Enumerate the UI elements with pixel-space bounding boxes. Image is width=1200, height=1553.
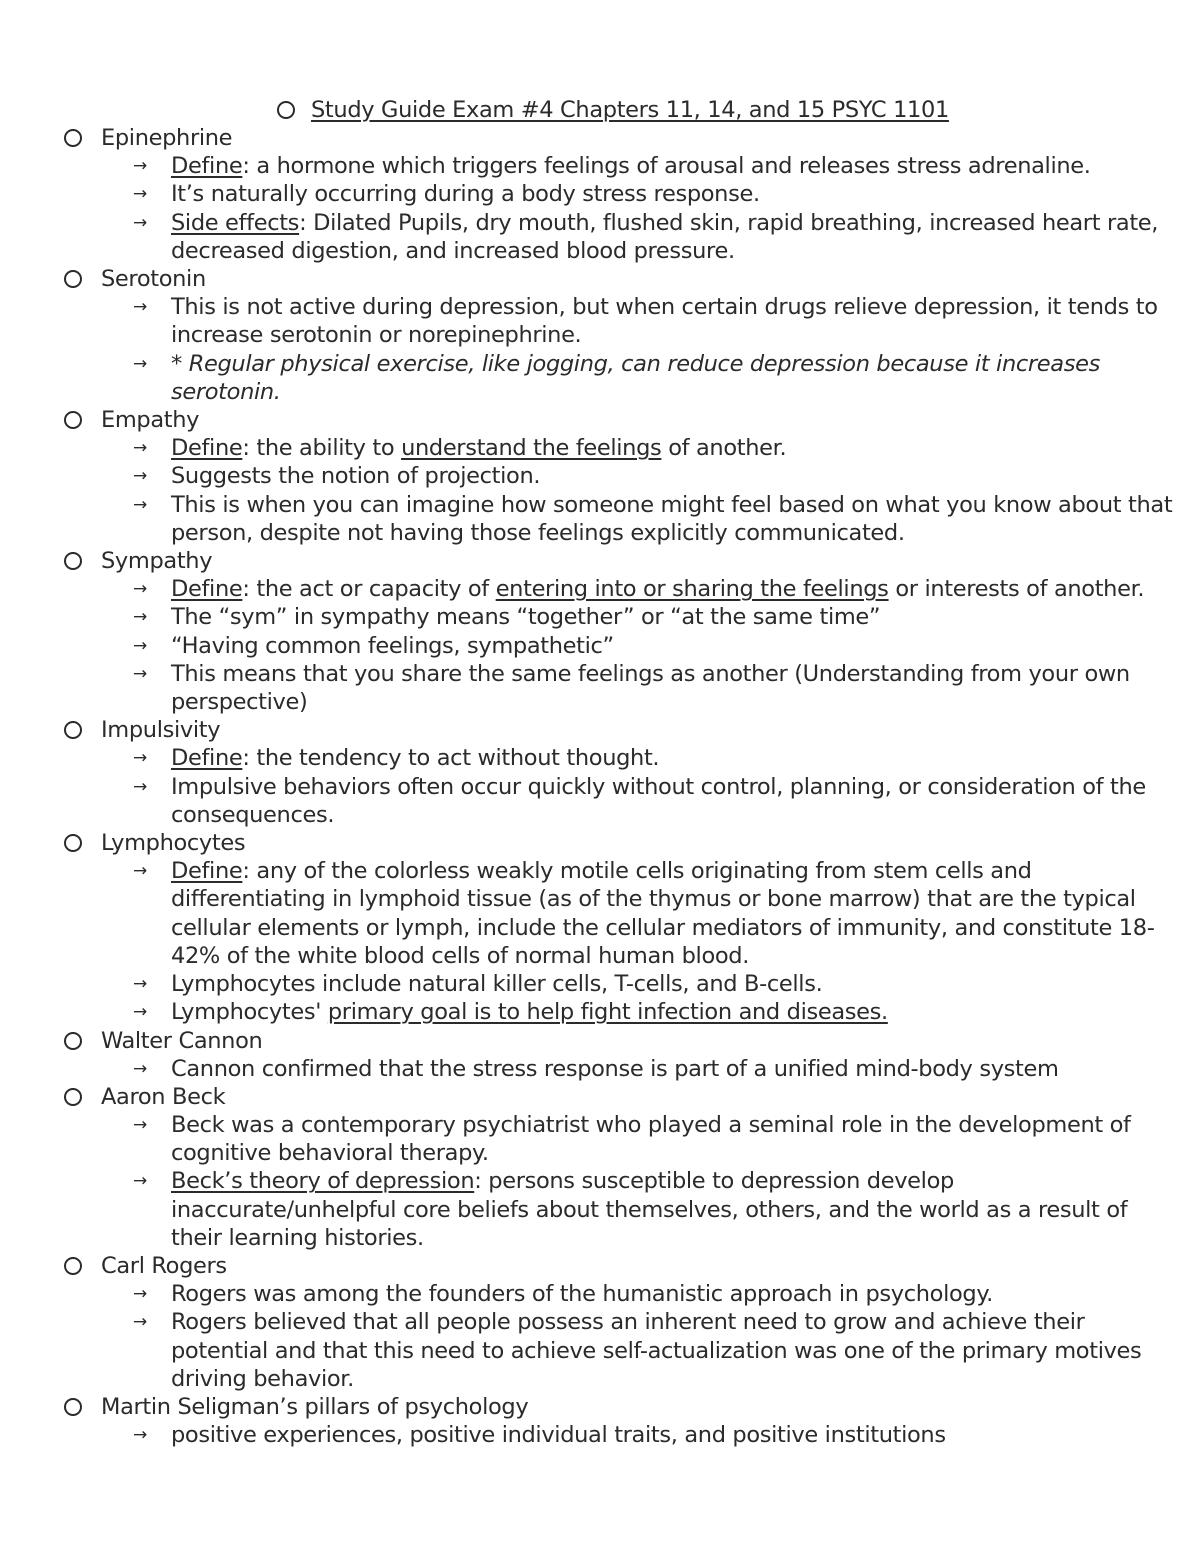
item-text: This is not active during depression, but when certain drugs relieve depression, it tends to increase serotonin or norepinephrine. bbox=[171, 294, 1158, 349]
sub-list-item bbox=[133, 491, 1184, 547]
sub-list-item bbox=[133, 1055, 1184, 1083]
right-arrow-icon: → bbox=[133, 1171, 147, 1192]
item-text: : a hormone which triggers feelings of arousal and releases stress adrenaline. bbox=[242, 153, 1091, 180]
outline-section bbox=[64, 829, 1184, 1026]
term-label: Define bbox=[171, 858, 243, 885]
circle-bullet-icon bbox=[64, 1088, 82, 1106]
item-text: : the tendency to act without thought. bbox=[242, 745, 660, 772]
item-text: The “sym” in sympathy means “together” or “at the same time” bbox=[171, 604, 881, 631]
section-heading-row bbox=[64, 1252, 1184, 1280]
sub-list bbox=[64, 1280, 1184, 1393]
right-arrow-icon: → bbox=[133, 184, 147, 205]
circle-bullet-icon bbox=[64, 1032, 82, 1050]
section-heading-row bbox=[64, 124, 1184, 152]
section-heading: Walter Cannon bbox=[101, 1027, 263, 1054]
sub-list-item bbox=[133, 1280, 1184, 1308]
term-label: Define bbox=[171, 576, 243, 603]
term-label: Side effects bbox=[171, 209, 300, 236]
sub-list-item bbox=[133, 857, 1184, 970]
item-text: positive experiences, positive individual traits, and positive institutions bbox=[171, 1422, 946, 1449]
sub-list-item bbox=[133, 1167, 1184, 1252]
right-arrow-icon: → bbox=[133, 494, 147, 515]
underlined-phrase: entering into or sharing the feelings bbox=[495, 576, 889, 603]
sub-list-item bbox=[133, 180, 1184, 208]
section-heading: Serotonin bbox=[101, 266, 206, 293]
sub-list-item bbox=[133, 660, 1184, 716]
sub-list-item bbox=[133, 773, 1184, 829]
item-text: Suggests the notion of projection. bbox=[171, 463, 541, 490]
document-title-row bbox=[277, 96, 949, 124]
circle-bullet-icon bbox=[277, 101, 295, 119]
sub-list-item bbox=[133, 434, 1184, 462]
right-arrow-icon: → bbox=[133, 1284, 147, 1305]
sub-list bbox=[64, 575, 1184, 716]
sub-list-item bbox=[133, 603, 1184, 631]
sub-list bbox=[64, 152, 1184, 265]
item-text: Impulsive behaviors often occur quickly without control, planning, or consideration of the consequences. bbox=[171, 773, 1146, 828]
section-heading: Impulsivity bbox=[101, 717, 221, 744]
item-text-tail: of another. bbox=[661, 435, 787, 462]
section-heading: Aaron Beck bbox=[101, 1083, 226, 1110]
outline-section bbox=[64, 1393, 1184, 1449]
section-heading-row bbox=[64, 829, 1184, 857]
section-heading-row bbox=[64, 406, 1184, 434]
underlined-phrase: understand the feelings bbox=[401, 435, 662, 462]
sub-list bbox=[64, 744, 1184, 829]
sub-list-item bbox=[133, 744, 1184, 772]
sub-list-item bbox=[133, 970, 1184, 998]
right-arrow-icon: → bbox=[133, 1002, 147, 1023]
right-arrow-icon: → bbox=[133, 353, 147, 374]
section-heading: Epinephrine bbox=[101, 125, 233, 152]
item-text: “Having common feelings, sympathetic” bbox=[171, 632, 614, 659]
sub-list-item bbox=[133, 209, 1184, 265]
term-label: Define bbox=[171, 153, 243, 180]
sub-list-item bbox=[133, 998, 1184, 1026]
right-arrow-icon: → bbox=[133, 861, 147, 882]
right-arrow-icon: → bbox=[133, 1058, 147, 1079]
item-text: This is when you can imagine how someone might feel based on what you know about that person, despite not having those feelings explicitly communicated. bbox=[171, 491, 1173, 546]
circle-bullet-icon bbox=[64, 270, 82, 288]
section-heading-row bbox=[64, 716, 1184, 744]
right-arrow-icon: → bbox=[133, 1425, 147, 1446]
outline-section bbox=[64, 124, 1184, 265]
item-text: This means that you share the same feelings as another (Understanding from your own perspective) bbox=[171, 660, 1130, 715]
sub-list-item bbox=[133, 1308, 1184, 1393]
circle-bullet-icon bbox=[64, 411, 82, 429]
right-arrow-icon: → bbox=[133, 438, 147, 459]
sub-list-item bbox=[133, 350, 1184, 406]
right-arrow-icon: → bbox=[133, 635, 147, 656]
italic-note: * Regular physical exercise, like jogging, can reduce depression because it increases serotonin. bbox=[171, 350, 1100, 405]
section-heading: Carl Rogers bbox=[101, 1253, 227, 1280]
term-label: Define bbox=[171, 435, 243, 462]
outline-section bbox=[64, 1252, 1184, 1393]
outline-section bbox=[64, 716, 1184, 829]
section-heading: Lymphocytes bbox=[101, 830, 246, 857]
sub-list-item bbox=[133, 462, 1184, 490]
outline-section bbox=[64, 547, 1184, 716]
item-text: : Dilated Pupils, dry mouth, flushed skin, rapid breathing, increased heart rate, decreased digestion, and increased blood pressure. bbox=[171, 209, 1159, 264]
circle-bullet-icon bbox=[64, 721, 82, 739]
sub-list-item bbox=[133, 293, 1184, 349]
outline-section bbox=[64, 1083, 1184, 1252]
circle-bullet-icon bbox=[64, 1398, 82, 1416]
right-arrow-icon: → bbox=[133, 776, 147, 797]
outline-section bbox=[64, 1026, 1184, 1082]
section-heading-row bbox=[64, 1393, 1184, 1421]
outline-section bbox=[64, 265, 1184, 406]
circle-bullet-icon bbox=[64, 834, 82, 852]
sub-list bbox=[64, 857, 1184, 1026]
right-arrow-icon: → bbox=[133, 1114, 147, 1135]
item-text: Lymphocytes' bbox=[171, 999, 328, 1026]
item-text: It’s naturally occurring during a body stress response. bbox=[171, 181, 760, 208]
item-text: : any of the colorless weakly motile cells originating from stem cells and differentiating in lymphoid tissue (as of the thymus or bone marrow) that are the typical cellular elements or lymph, include the cellular mediators of immunity, and constitute 18-42% of the white blood cells of normal human blood. bbox=[171, 858, 1155, 969]
right-arrow-icon: → bbox=[133, 156, 147, 177]
right-arrow-icon: → bbox=[133, 579, 147, 600]
section-heading: Empathy bbox=[101, 407, 200, 434]
sub-list-item bbox=[133, 632, 1184, 660]
sub-list bbox=[64, 293, 1184, 406]
section-heading: Martin Seligman’s pillars of psychology bbox=[101, 1394, 529, 1421]
item-text: Lymphocytes include natural killer cells, T-cells, and B-cells. bbox=[171, 971, 823, 997]
sub-list-item bbox=[133, 1421, 1184, 1449]
term-label: Beck’s theory of depression bbox=[171, 1168, 475, 1195]
outline-section bbox=[64, 406, 1184, 547]
sub-list-item bbox=[133, 152, 1184, 180]
circle-bullet-icon bbox=[64, 552, 82, 570]
right-arrow-icon: → bbox=[133, 663, 147, 684]
sub-list bbox=[64, 434, 1184, 547]
outline-list bbox=[64, 124, 1184, 1449]
document-title: Study Guide Exam #4 Chapters 11, 14, and 15 PSYC 1101 bbox=[311, 97, 949, 123]
section-heading-row bbox=[64, 1026, 1184, 1054]
right-arrow-icon: → bbox=[133, 1312, 147, 1333]
underlined-phrase: primary goal is to help fight infection and diseases. bbox=[327, 999, 888, 1026]
right-arrow-icon: → bbox=[133, 297, 147, 318]
right-arrow-icon: → bbox=[133, 607, 147, 628]
sub-list bbox=[64, 1421, 1184, 1449]
item-text-tail: or interests of another. bbox=[888, 576, 1145, 603]
section-heading-row bbox=[64, 1083, 1184, 1111]
circle-bullet-icon bbox=[64, 129, 82, 147]
right-arrow-icon: → bbox=[133, 748, 147, 769]
item-text: Cannon confirmed that the stress response is part of a unified mind-body system bbox=[171, 1055, 1059, 1082]
section-heading: Sympathy bbox=[101, 548, 213, 575]
item-text: : persons susceptible to depression develop inaccurate/unhelpful core beliefs about themselves, others, and the world as a result of their learning histories. bbox=[171, 1168, 1128, 1251]
section-heading-row bbox=[64, 265, 1184, 293]
sub-list-item bbox=[133, 575, 1184, 603]
sub-list bbox=[64, 1055, 1184, 1083]
sub-list-item bbox=[133, 1111, 1184, 1167]
sub-list bbox=[64, 1111, 1184, 1252]
right-arrow-icon: → bbox=[133, 212, 147, 233]
item-text: Beck was a contemporary psychiatrist who played a seminal role in the development of cognitive behavioral therapy. bbox=[171, 1111, 1131, 1167]
item-text: : the ability to bbox=[242, 435, 402, 462]
item-text: Rogers believed that all people possess an inherent need to grow and achieve their potential and that this need to achieve self-actualization was one of the primary motives driving behavior. bbox=[171, 1309, 1142, 1392]
item-text: : the act or capacity of bbox=[242, 576, 496, 603]
section-heading-row bbox=[64, 547, 1184, 575]
circle-bullet-icon bbox=[64, 1257, 82, 1275]
right-arrow-icon: → bbox=[133, 974, 147, 994]
item-text: Rogers was among the founders of the humanistic approach in psychology. bbox=[171, 1281, 993, 1308]
right-arrow-icon: → bbox=[133, 466, 147, 487]
term-label: Define bbox=[171, 745, 243, 772]
